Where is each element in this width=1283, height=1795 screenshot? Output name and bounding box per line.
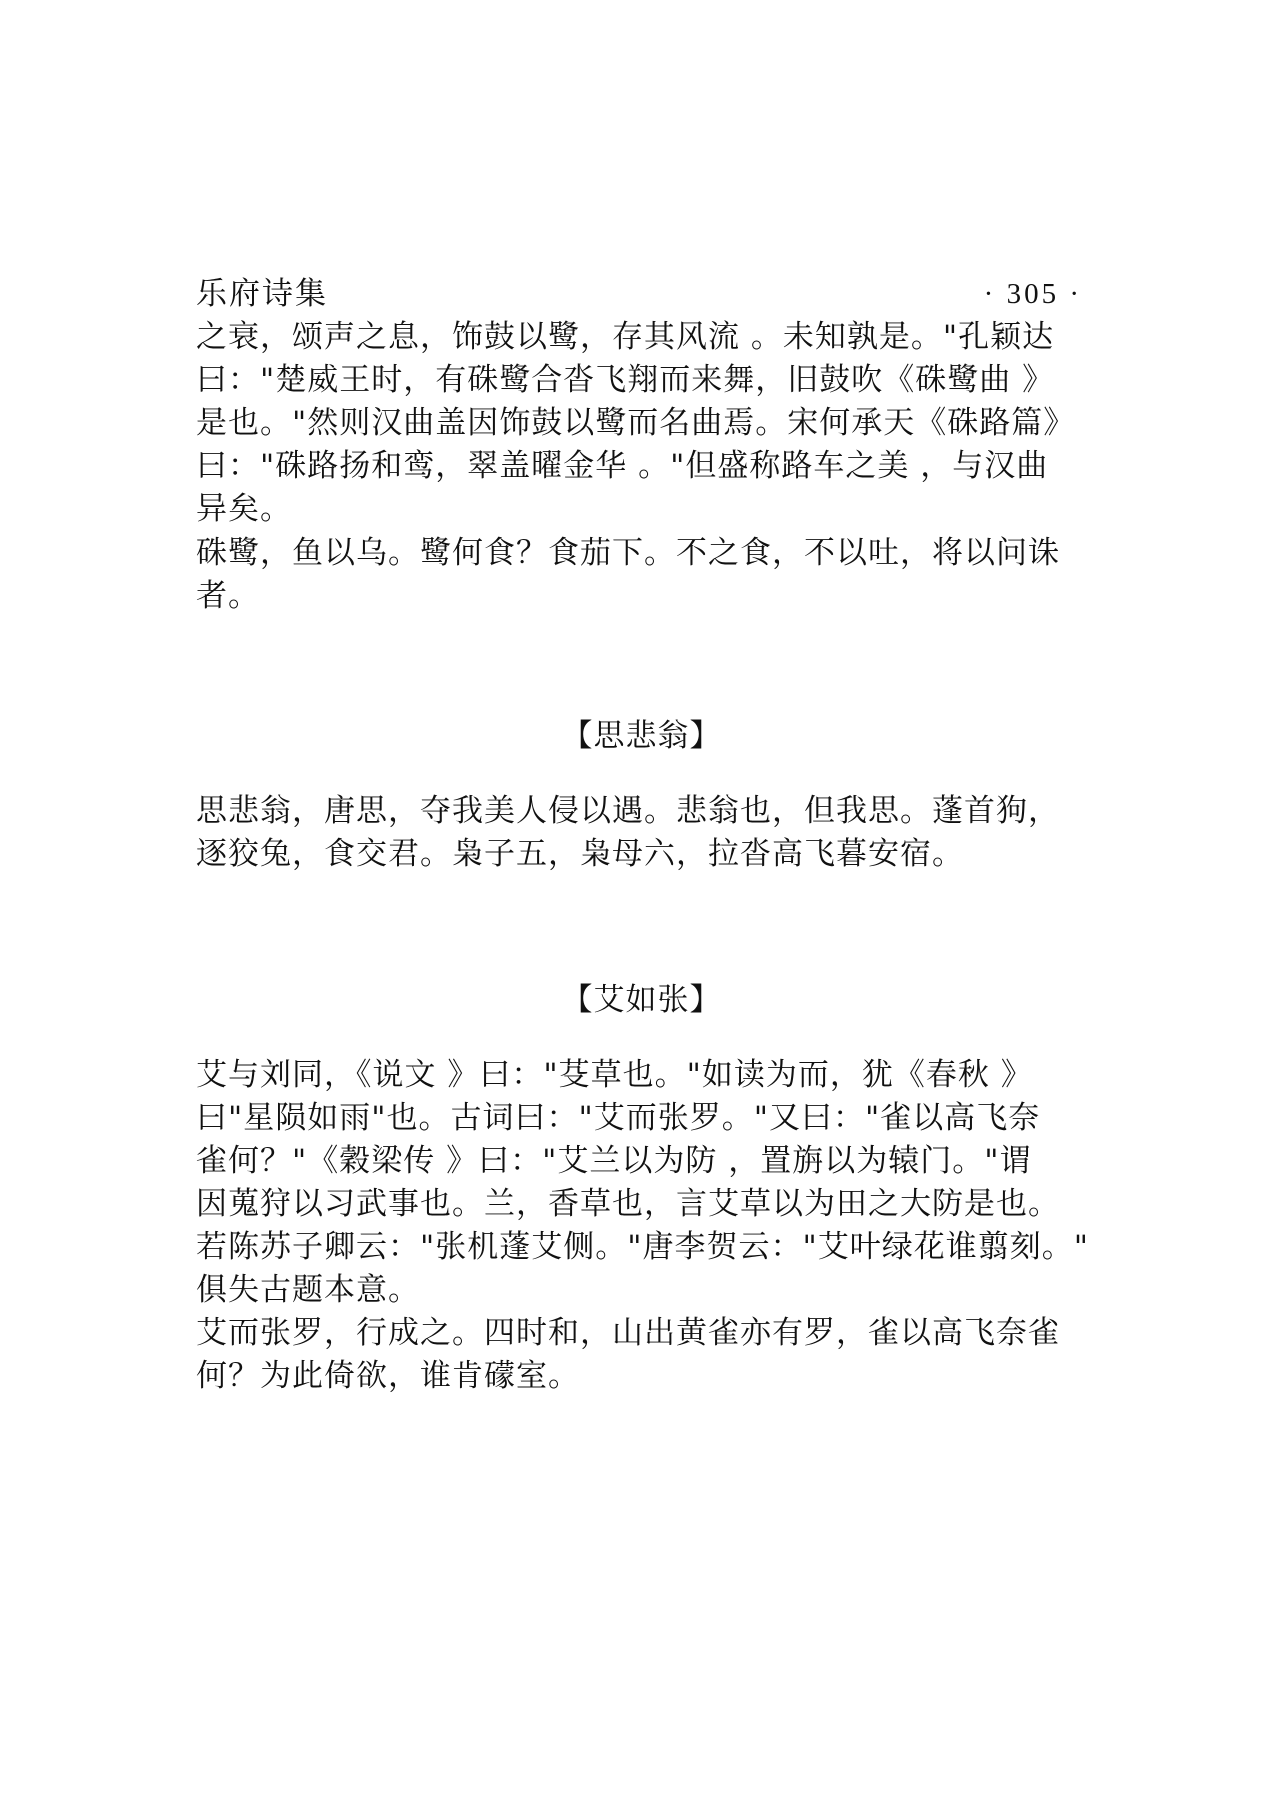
commentary-paragraph: 之衰，颂声之息，饰鼓以鹭，存其风流 。未知孰是。"孔颖达 曰："楚威王时，有硃鹭合沓飞翔而来舞，旧鼓吹《硃鹭曲 》 是也。"然则汉曲盖因饰鼓以鹭而名曲焉。宋何承天《硃路篇》 曰："硃路扬和鸾，翠盖曜金华 。"但盛称路车之美 ，与汉曲 异矣。 bbox=[196, 319, 1076, 527]
poem-text-zhulu: 硃鹭，鱼以乌。鹭何食？食茄下。不之食，不以吐，将以问诛 者。 bbox=[196, 535, 1060, 614]
page-number: · 305 · bbox=[983, 278, 1082, 310]
section-title-sibeiweng: 【思悲翁】 bbox=[561, 718, 722, 754]
section-title-airuzhang: 【艾如张】 bbox=[561, 982, 722, 1018]
book-title: 乐府诗集 bbox=[196, 276, 328, 312]
poem-text-sibeiweng: 思悲翁，唐思，夺我美人侵以遇。悲翁也，但我思。蓬首狗， 逐狡兔，食交君。枭子五，枭母六，拉沓高飞暮安宿。 bbox=[196, 793, 1060, 872]
poem-text-airuzhang: 艾而张罗，行成之。四时和，山出黄雀亦有罗，雀以高飞奈雀 何？为此倚欲，谁肯礞室。 bbox=[196, 1315, 1060, 1394]
commentary-paragraph-airuzhang: 艾与刘同，《说文 》曰："芟草也。"如读为而，犹《春秋 》 曰"星陨如雨"也。古词曰："艾而张罗。"又曰："雀以高飞奈 雀何？"《穀梁传 》曰："艾兰以为防 ，置旃以为辕门。"谓 因蒐狩以习武事也。兰，香草也，言艾草以为田之大防是也。 若陈苏子卿云："张机蓬艾侧。"唐李贺云："艾叶绿花谁翦刻。" 俱失古题本意。 bbox=[196, 1057, 1090, 1308]
running-header bbox=[196, 272, 1082, 316]
